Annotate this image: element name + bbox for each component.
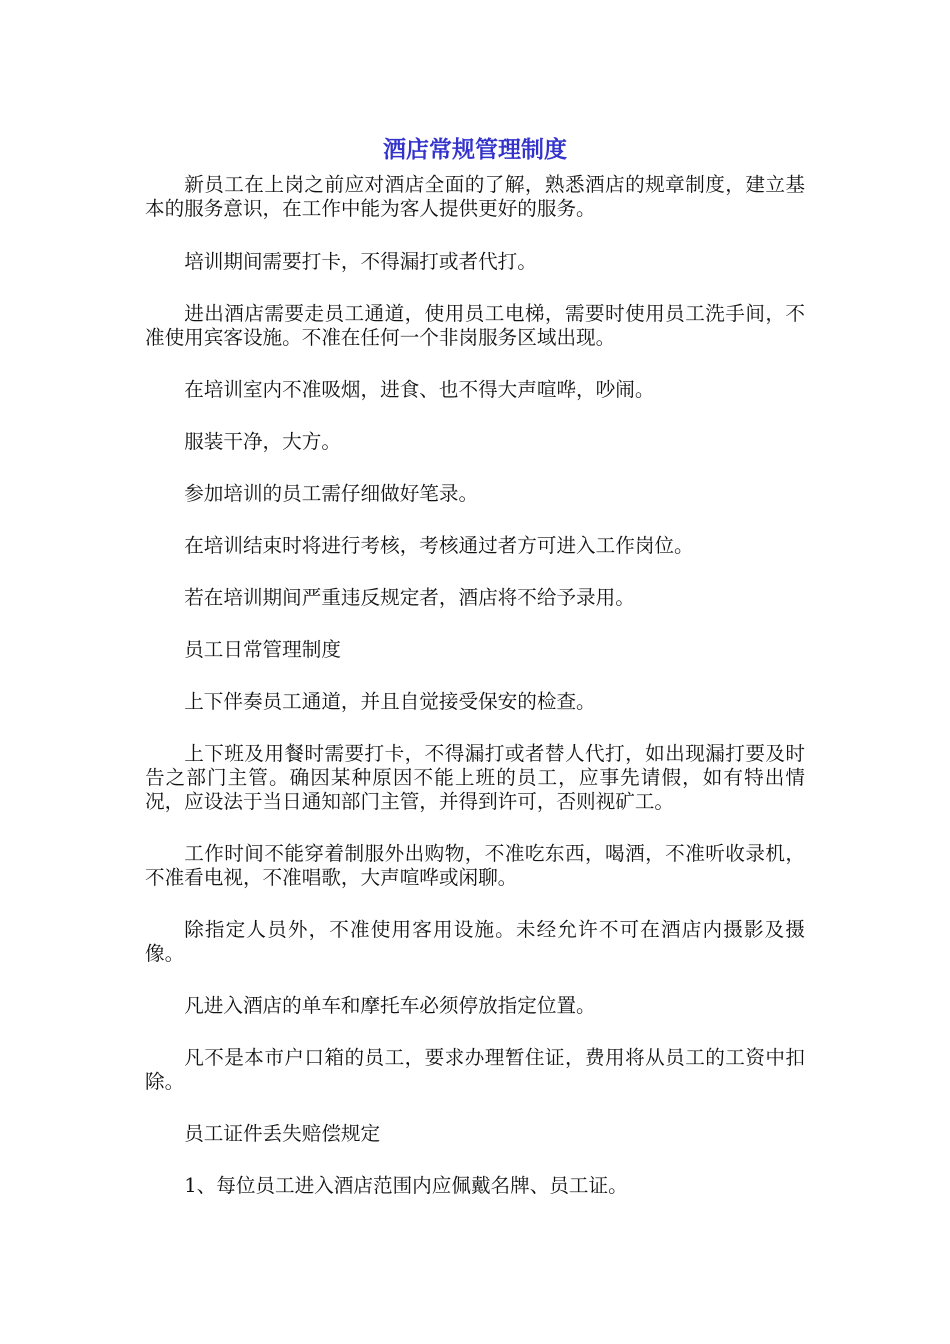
section-heading: 员工证件丢失赔偿规定 (184, 1122, 381, 1145)
paragraph: 上下伴奏员工通道，并且自觉接受保安的检查。 (184, 690, 596, 713)
document-body (145, 173, 805, 1198)
paragraph: 凡不是本市户口箱的员工，要求办理暂住证，费用将从员工的工资中扣除。 (145, 1046, 805, 1093)
paragraph: 培训期间需要打卡，不得漏打或者代打。 (184, 250, 537, 273)
list-item: 1、每位员工进入酒店范围内应佩戴名牌、员工证。 (184, 1174, 628, 1197)
section-heading: 员工日常管理制度 (184, 638, 341, 661)
paragraph: 在培训室内不准吸烟，进食、也不得大声喧哗，吵闹。 (184, 378, 655, 401)
document-title: 酒店常规管理制度 (383, 137, 567, 163)
paragraph: 除指定人员外，不准使用客用设施。未经允许不可在酒店内摄影及摄像。 (145, 918, 805, 965)
paragraph: 若在培训期间严重违反规定者，酒店将不给予录用。 (184, 586, 635, 609)
paragraph: 进出酒店需要走员工通道，使用员工电梯，需要时使用员工洗手间，不准使用宾客设施。不准在任何一个非岗服务区域出现。 (145, 302, 805, 349)
paragraph: 在培训结束时将进行考核，考核通过者方可进入工作岗位。 (184, 534, 694, 557)
paragraph: 服装干净，大方。 (184, 430, 341, 453)
paragraph: 新员工在上岗之前应对酒店全面的了解，熟悉酒店的规章制度，建立基本的服务意识，在工作中能为客人提供更好的服务。 (145, 173, 805, 220)
paragraph: 参加培训的员工需仔细做好笔录。 (184, 482, 479, 505)
paragraph: 工作时间不能穿着制服外出购物，不准吃东西，喝酒，不准听收录机，不准看电视，不准唱歌，大声喧哗或闲聊。 (145, 842, 805, 889)
paragraph: 上下班及用餐时需要打卡，不得漏打或者替人代打，如出现漏打要及时告之部门主管。确因某种原因不能上班的员工，应事先请假，如有特出情况，应设法于当日通知部门主管，并得到许可，否则视矿工。 (145, 742, 805, 813)
paragraph: 凡进入酒店的单车和摩托车必须停放指定位置。 (184, 994, 596, 1017)
